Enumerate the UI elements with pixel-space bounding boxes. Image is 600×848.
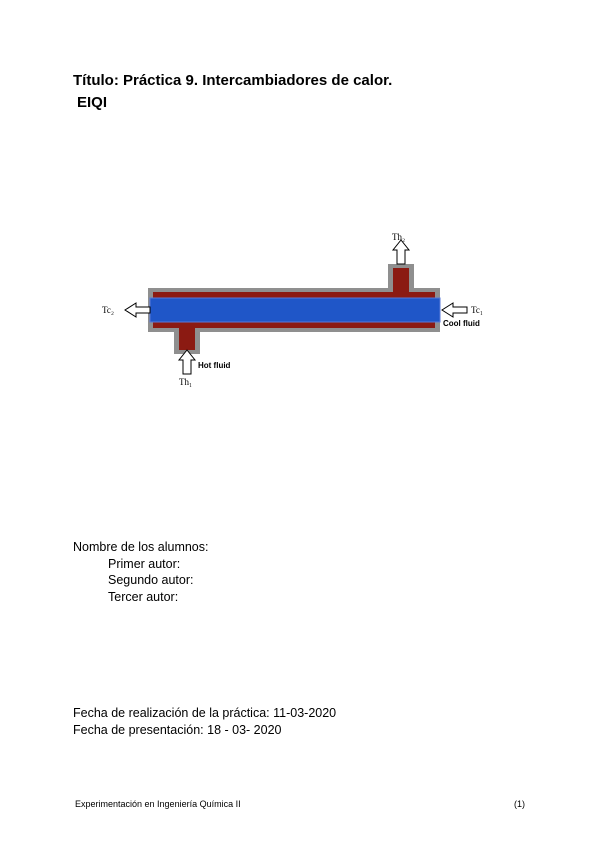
label-th2: Th₂ (392, 232, 406, 242)
label-th1: Th₁ (179, 377, 193, 387)
tc1-arrow-icon (442, 303, 467, 317)
label-tc1: Tc₁ (471, 305, 484, 315)
students-section (73, 539, 208, 605)
page-title: Título: Práctica 9. Intercambiadores de calor. (73, 72, 393, 89)
page-subtitle: EIQI (77, 94, 108, 111)
th2-arrow-icon (393, 240, 409, 264)
students-heading: Nombre de los alumnos: (73, 540, 209, 554)
label-tc2: Tc₂ (102, 305, 115, 315)
presentation-date: Fecha de presentación: 18 - 03- 2020 (73, 722, 282, 737)
author-first: Primer autor: (108, 556, 181, 571)
hot-fluid-inlet (179, 322, 195, 350)
footer-page-number: (1) (514, 799, 525, 809)
hot-fluid-outlet (393, 268, 409, 296)
footer-course: Experimentación en Ingeniería Química II (75, 799, 241, 809)
realization-date: Fecha de realización de la práctica: 11-03-2020 (73, 706, 337, 720)
author-third: Tercer autor: (108, 589, 179, 604)
label-hot-fluid: Hot fluid (198, 361, 231, 370)
label-cool-fluid: Cool fluid (443, 319, 480, 328)
heat-exchanger-diagram (100, 228, 500, 403)
author-second: Segundo autor: (108, 573, 194, 587)
cold-fluid-tube (150, 298, 440, 322)
tc2-arrow-icon (125, 303, 150, 317)
dates-section (73, 705, 336, 738)
